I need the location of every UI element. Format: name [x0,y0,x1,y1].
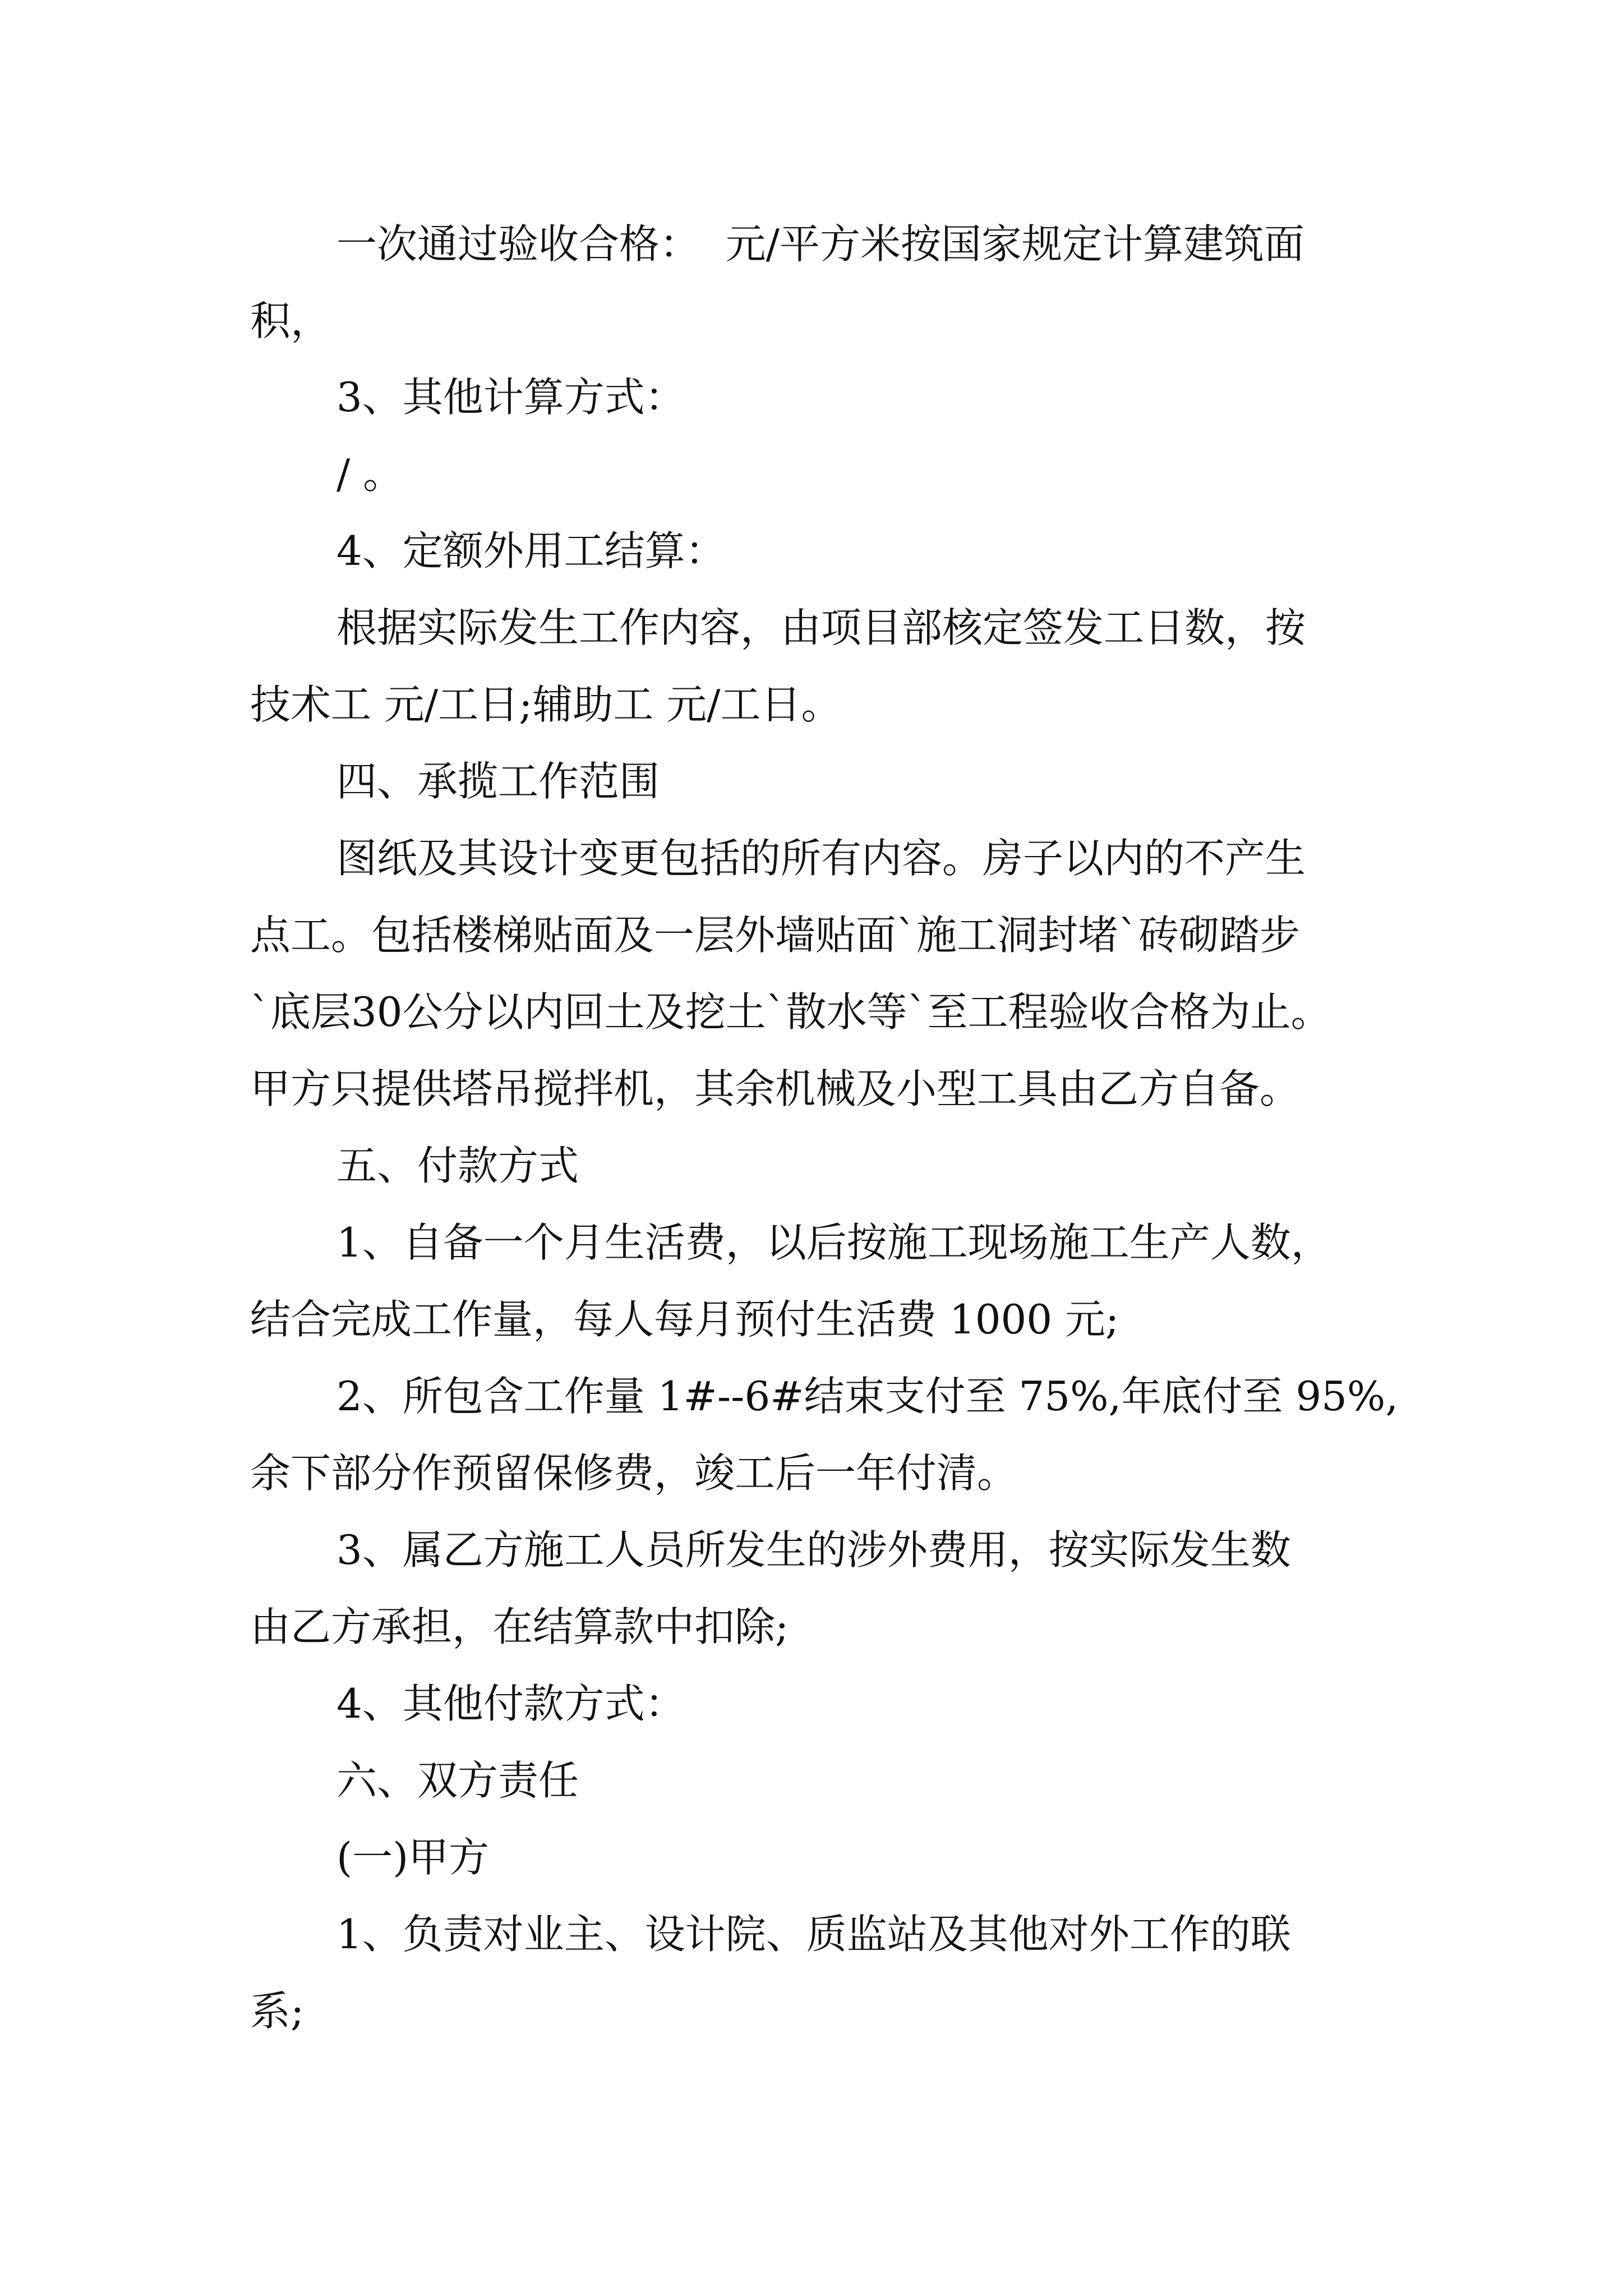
text-line: 由乙方承担，在结算款中扣除; [250,1603,789,1650]
text-line: 根据实际发生工作内容，由项目部核定签发工日数，按 [336,604,1306,651]
text-line: 4、其他付款方式： [336,1680,685,1727]
text-line: 点工。包括楼梯贴面及一层外墙贴面`施工洞封堵`砖砌踏步 [250,912,1301,959]
text-line: / 。 [336,450,404,498]
subsection-heading: (一)甲方 [336,1834,490,1881]
text-line: 1、负责对业主、设计院、质监站及其他对外工作的联 [336,1911,1291,1958]
text-line: 系; [250,1987,305,2035]
text-line: 结合完成工作量，每人每月预付生活费 1000 元; [250,1296,1119,1343]
text-line: 4、定额外用工结算： [336,527,726,574]
text-line: 1、自备一个月生活费，以后按施工现场施工生产人数， [336,1219,1331,1266]
text-line: 一次通过验收合格： 元/平方米按国家规定计算建筑面 [336,220,1305,268]
section-heading: 六、双方责任 [336,1757,579,1804]
text-line: 余下部分作预留保修费，竣工后一年付清。 [250,1450,1018,1497]
text-line: 图纸及其设计变更包括的所有内容。房子以内的不产生 [336,835,1306,882]
text-line: 积， [250,297,331,344]
text-line: 甲方只提供塔吊搅拌机，其余机械及小型工具由乙方自备。 [250,1065,1301,1112]
section-heading: 四、承揽工作范围 [336,758,660,805]
text-line: 3、其他计算方式： [336,374,685,421]
section-heading: 五、付款方式 [336,1142,579,1189]
text-line: 2、所包含工作量 1#--6#结束支付至 75%,年底付至 95%, [336,1373,1399,1420]
text-line: 技术工 元/工日;辅助工 元/工日。 [250,681,842,728]
text-line: 3、属乙方施工人员所发生的涉外费用，按实际发生数 [336,1526,1291,1573]
text-line: `底层30公分以内回土及挖土`散水等`至工程验收合格为止。 [250,988,1331,1036]
